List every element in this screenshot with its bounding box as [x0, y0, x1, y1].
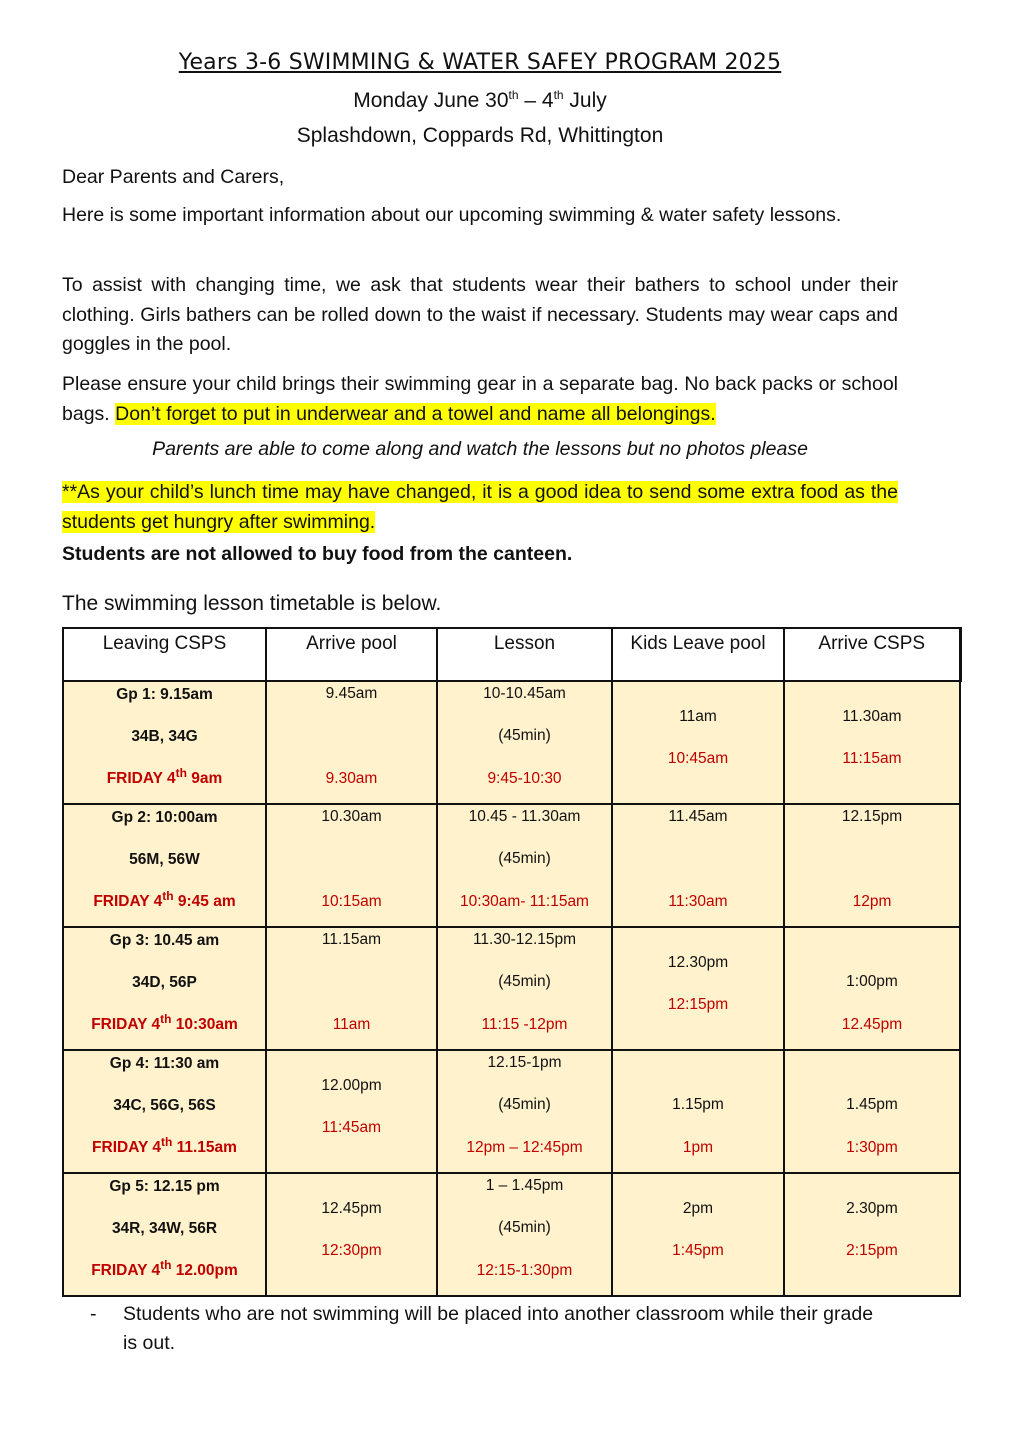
friday-time	[64, 1011, 265, 1034]
arrive-pool-friday: 11:45am	[321, 1119, 382, 1136]
lunch-paragraph	[62, 478, 898, 537]
date-month: July	[563, 89, 607, 112]
friday-time	[64, 888, 265, 911]
leave-pool-time: 11am	[679, 708, 717, 725]
group-cell	[63, 1050, 266, 1173]
date-start-suffix: th	[508, 88, 519, 102]
arrive-pool-time: 12.00pm	[321, 1077, 382, 1094]
header-lesson: Lesson	[437, 628, 612, 681]
leave-pool-time: 1.15pm	[672, 1096, 724, 1113]
friday-suffix: th	[175, 765, 187, 780]
lesson-duration: (45min)	[498, 850, 551, 867]
arrive-pool-friday: 12:30pm	[321, 1242, 382, 1259]
arrive-pool-friday: 10:15am	[321, 893, 382, 910]
lesson-friday: 12:15-1:30pm	[476, 1262, 573, 1279]
lesson-time: 10.45 - 11.30am	[468, 808, 581, 825]
timetable-header-row	[63, 628, 960, 681]
lesson-cell	[437, 1173, 612, 1296]
arrive-pool-time: 10.30am	[321, 808, 382, 825]
header-leave-pool: Kids Leave pool	[612, 628, 784, 681]
group-time: Gp 2: 10:00am	[111, 809, 218, 826]
friday-value: 10:30am	[171, 1016, 238, 1033]
leave-pool-cell	[612, 927, 784, 1050]
page-title: Years 3-6 SWIMMING & WATER SAFEY PROGRAM 2025	[178, 50, 782, 75]
friday-label: FRIDAY 4	[91, 1016, 161, 1033]
program-location: Splashdown, Coppards Rd, Whittington	[296, 124, 664, 147]
arrive-pool-time: 11.15am	[321, 931, 382, 948]
arrive-csps-friday: 11:15am	[842, 750, 902, 767]
footnote-text: Students who are not swimming will be placed into another classroom while their grade is out.	[123, 1303, 874, 1354]
group-cell	[63, 681, 266, 804]
lesson-time: 11.30-12.15pm	[472, 931, 577, 948]
gear-highlight: Don’t forget to put in underwear and a towel and name all belongings.	[115, 402, 716, 425]
friday-suffix: th	[160, 1257, 172, 1272]
date-start: Monday June 30	[353, 89, 509, 112]
arrive-csps-time: 1:00pm	[846, 973, 898, 990]
lesson-duration: (45min)	[498, 1219, 551, 1236]
friday-value: 9am	[186, 770, 223, 787]
friday-value: 11.15am	[172, 1139, 237, 1156]
group-classes: 56M, 56W	[129, 851, 200, 868]
arrive-csps-friday: 1:30pm	[846, 1139, 898, 1156]
program-dates	[0, 89, 960, 113]
friday-value: 12.00pm	[171, 1262, 238, 1279]
lesson-friday: 9:45-10:30	[487, 770, 562, 787]
lesson-time: 10-10.45am	[483, 685, 566, 702]
table-row	[63, 1050, 960, 1173]
leave-pool-cell	[612, 1173, 784, 1296]
friday-suffix: th	[162, 888, 174, 903]
greeting: Dear Parents and Carers,	[62, 166, 285, 188]
group-time: Gp 5: 12.15 pm	[109, 1178, 220, 1195]
lesson-time: 12.15-1pm	[487, 1054, 562, 1071]
arrive-csps-cell	[784, 681, 960, 804]
leave-pool-friday: 11:30am	[668, 893, 728, 910]
group-cell	[63, 927, 266, 1050]
arrive-csps-friday: 2:15pm	[846, 1242, 898, 1259]
arrive-csps-time: 2.30pm	[846, 1200, 898, 1217]
arrive-csps-cell	[784, 804, 960, 927]
friday-time	[64, 1257, 265, 1280]
arrive-csps-cell	[784, 1050, 960, 1173]
intro-paragraph: Here is some important information about our upcoming swimming & water safety lessons.	[62, 204, 842, 226]
group-classes: 34B, 34G	[131, 728, 198, 745]
group-classes: 34C, 56G, 56S	[113, 1097, 216, 1114]
table-row	[63, 1173, 960, 1296]
canteen-notice: Students are not allowed to buy food from the canteen.	[62, 543, 573, 565]
friday-label: FRIDAY 4	[93, 893, 163, 910]
leave-pool-cell	[612, 1050, 784, 1173]
group-classes: 34R, 34W, 56R	[111, 1220, 218, 1237]
lesson-friday: 10:30am- 11:15am	[460, 893, 589, 910]
leave-pool-friday: 12:15pm	[667, 996, 729, 1013]
lesson-duration: (45min)	[498, 727, 551, 744]
friday-label: FRIDAY 4	[106, 770, 176, 787]
arrive-pool-cell	[266, 681, 437, 804]
leave-pool-cell	[612, 804, 784, 927]
arrive-csps-cell	[784, 1173, 960, 1296]
arrive-pool-time: 12.45pm	[321, 1200, 382, 1217]
header-arrive-pool: Arrive pool	[266, 628, 437, 681]
lesson-time: 1 – 1.45pm	[485, 1177, 564, 1194]
group-cell	[63, 804, 266, 927]
leave-pool-cell	[612, 681, 784, 804]
friday-label: FRIDAY 4	[92, 1139, 161, 1156]
lesson-cell	[437, 1050, 612, 1173]
lesson-cell	[437, 927, 612, 1050]
leave-pool-time: 2pm	[682, 1200, 714, 1217]
arrive-csps-time: 12.15pm	[841, 808, 903, 825]
friday-label: FRIDAY 4	[91, 1262, 161, 1279]
friday-time	[64, 765, 265, 788]
lesson-cell	[437, 804, 612, 927]
swimming-timetable	[62, 627, 962, 1297]
arrive-pool-cell	[266, 1050, 437, 1173]
lesson-cell	[437, 681, 612, 804]
date-end: – 4	[518, 89, 554, 112]
arrive-csps-friday: 12.45pm	[841, 1016, 903, 1033]
arrive-pool-cell	[266, 804, 437, 927]
arrive-pool-cell	[266, 1173, 437, 1296]
friday-value: 9:45 am	[173, 893, 236, 910]
friday-time	[64, 1134, 265, 1157]
header-arrive-csps: Arrive CSPS	[784, 628, 960, 681]
group-classes: 34D, 56P	[132, 974, 197, 991]
friday-suffix: th	[160, 1011, 172, 1026]
arrive-csps-time: 11.30am	[842, 708, 902, 725]
lesson-duration: (45min)	[498, 1096, 551, 1113]
leave-pool-time: 11.45am	[668, 808, 728, 825]
header-leaving: Leaving CSPS	[63, 628, 266, 681]
friday-suffix: th	[160, 1134, 173, 1149]
date-end-suffix: th	[553, 88, 564, 102]
arrive-csps-friday: 12pm	[852, 893, 892, 910]
arrive-csps-time: 1.45pm	[846, 1096, 898, 1113]
group-time: Gp 3: 10.45 am	[109, 932, 220, 949]
group-time: Gp 4: 11:30 am	[109, 1055, 220, 1072]
table-row	[63, 927, 960, 1050]
lesson-duration: (45min)	[498, 973, 551, 990]
timetable-intro: The swimming lesson timetable is below.	[62, 592, 442, 615]
table-row	[63, 804, 960, 927]
arrive-pool-time: 9.45am	[325, 685, 378, 702]
footnote-bullet: -	[90, 1303, 97, 1325]
arrive-pool-friday: 11am	[332, 1016, 371, 1033]
bathers-paragraph: To assist with changing time, we ask that students wear their bathers to school under their clothing. Girls bathers can be rolled down to the waist if necessary. Students may wear caps and goggles in the pool.	[62, 274, 898, 355]
arrive-pool-friday: 9.30am	[325, 770, 378, 787]
gear-text: Please ensure your child brings their swimming gear in a separate bag. No back packs or school bags.	[62, 373, 898, 425]
leave-pool-friday: 1pm	[682, 1139, 714, 1156]
group-cell	[63, 1173, 266, 1296]
table-row	[63, 681, 960, 804]
leave-pool-friday: 1:45pm	[672, 1242, 724, 1259]
lesson-friday: 11:15 -12pm	[481, 1016, 568, 1033]
lunch-highlight: **As your child’s lunch time may have changed, it is a good idea to send some extra food as the students get hungry after swimming.	[62, 481, 898, 533]
parents-note: Parents are able to come along and watch the lessons but no photos please	[152, 438, 808, 460]
leave-pool-time: 12.30pm	[667, 954, 729, 971]
lesson-friday: 12pm – 12:45pm	[466, 1139, 583, 1156]
arrive-pool-cell	[266, 927, 437, 1050]
group-time: Gp 1: 9.15am	[116, 686, 213, 703]
gear-paragraph	[62, 370, 898, 429]
leave-pool-friday: 10:45am	[667, 750, 729, 767]
arrive-csps-cell	[784, 927, 960, 1050]
